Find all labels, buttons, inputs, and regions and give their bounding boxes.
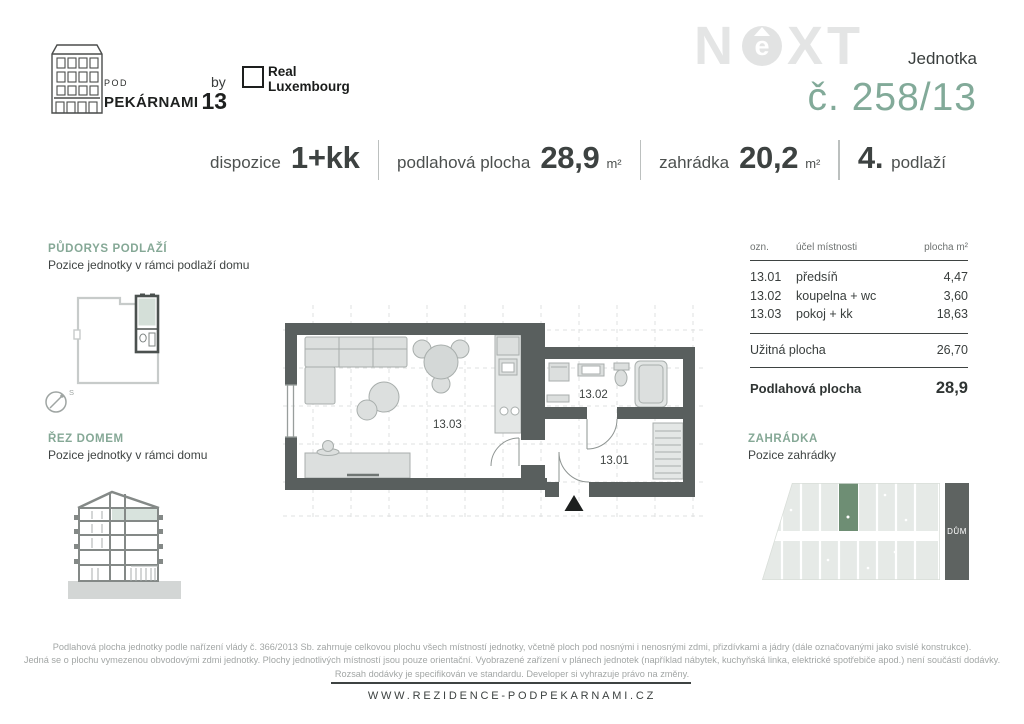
spec-label: podlahová plocha	[397, 153, 531, 172]
garden-diagram	[758, 470, 973, 585]
spec-dispozice	[210, 140, 360, 176]
disclaimer-line: Jedná se o plochu vymezenou obvodovými zdmi jednotky. Plochy jednotlivých místností jsou pouze orientační. Vyobrazené zařízení v plánech jednotek (například nábytek, kuchyňská linka, elektrické spotřebiče apod.) není součástí dodávky.	[23, 655, 1001, 666]
burner	[500, 407, 508, 415]
garden-title: ZAHRÁDKA	[748, 433, 818, 445]
disclaimer-line: Rozsah dodávky je specifikován ve standardu. Developer si vyhrazuje právo na změny.	[334, 668, 690, 679]
spec-zahradka	[659, 140, 820, 176]
spec-podlahova-plocha	[397, 140, 622, 176]
building-section-header	[48, 433, 207, 462]
highlighted-garden-plot	[839, 483, 858, 531]
spec-label: dispozice	[210, 153, 281, 172]
floor-area-label: Podlahová plocha	[750, 380, 862, 396]
room-name: pokoj + kk	[796, 307, 853, 321]
brand-wordmark	[104, 78, 227, 115]
building-logo-icon	[46, 40, 108, 122]
col-ozn: ozn.	[750, 242, 769, 253]
entrance-arrow-icon	[565, 495, 584, 511]
real-luxembourg-square-icon	[242, 66, 264, 88]
spec-unit: m²	[606, 156, 622, 171]
usable-area-row	[750, 334, 968, 368]
unit-label: Jednotka	[908, 49, 977, 68]
col-plocha: plocha m²	[924, 242, 968, 253]
spec-bar	[0, 140, 1024, 180]
footer-divider	[331, 682, 691, 684]
spec-unit: m²	[805, 156, 821, 171]
floorplan-overview-header	[48, 243, 249, 272]
disclaimer	[0, 641, 1024, 681]
room-id: 13.02	[750, 288, 782, 303]
room-table	[750, 242, 968, 398]
room-area: 4,47	[943, 270, 968, 284]
compass-icon	[46, 392, 66, 412]
compass-label: S	[69, 388, 75, 397]
section-structure	[78, 492, 159, 582]
floor-position-diagram	[40, 288, 180, 420]
floor-area-row	[750, 368, 968, 398]
unit-floorplan	[283, 305, 703, 520]
unit-number: č. 258/13	[807, 76, 977, 119]
partner-line1: Real	[268, 64, 297, 79]
room-label-hall: 13.01	[600, 455, 629, 467]
spec-value: 1+kk	[290, 140, 360, 175]
burner	[511, 407, 519, 415]
room-name: koupelna + wc	[796, 288, 877, 303]
col-ucel: účel místnosti	[796, 242, 858, 253]
table-row	[750, 305, 968, 324]
toilet-tank	[614, 363, 629, 370]
room-label-living: 13.03	[433, 419, 462, 431]
brand-pod: POD	[104, 78, 129, 88]
room-id: 13.01	[750, 270, 782, 284]
room-name: předsíň	[796, 270, 838, 284]
highlighted-floor	[112, 509, 157, 520]
table-rows	[750, 261, 968, 334]
usable-value: 26,70	[936, 342, 968, 357]
balcony-tabs	[74, 515, 163, 564]
table-row	[750, 268, 968, 287]
room-label-bath: 13.02	[579, 389, 608, 401]
partner-line2: Luxembourg	[268, 79, 350, 94]
building-section-subtitle: Pozice jednotky v rámci domu	[48, 448, 208, 462]
table-row	[750, 287, 968, 306]
watermark-e: e	[754, 31, 770, 61]
spec-label: zahrádka	[659, 153, 730, 172]
room-id: 13.03	[750, 307, 782, 321]
spec-unit: podlaží	[891, 153, 946, 172]
floorplan-overview-title: PŮDORYS PODLAŽÍ	[48, 243, 168, 255]
pouf	[357, 400, 377, 420]
spec-podlazi	[858, 140, 946, 176]
disclaimer-line: Podlahová plocha jednotky podle nařízení vlády č. 366/2013 Sb. zahrnuje celkovou plochu všech místností jednotky, včetně ploch pod nosnými i nenosnými zdmi, přizdívkami a jádry (dále označovanými jako svislé konstrukce).	[52, 642, 972, 652]
watermark-xt: XT	[787, 16, 865, 76]
floor-area-value: 28,9	[935, 378, 968, 397]
house-label: DŮM	[947, 527, 967, 536]
watermark-hat-icon	[754, 27, 770, 36]
real-luxembourg-logo	[268, 64, 350, 94]
brand-number: 13	[201, 88, 228, 114]
sofa-chaise	[305, 367, 335, 404]
building-section-diagram	[55, 478, 190, 608]
window	[285, 385, 297, 437]
toilet	[615, 370, 627, 386]
spec-value: 20,2	[739, 140, 799, 175]
divider	[838, 140, 840, 180]
watermark-n: N	[694, 16, 737, 76]
table-header	[750, 242, 968, 261]
garden-header	[748, 433, 836, 462]
floorplan-overview-subtitle: Pozice jednotky v rámci podlaží domu	[48, 258, 250, 272]
washing-machine	[549, 363, 569, 381]
spec-value: 4.	[857, 140, 884, 175]
highlighted-unit	[136, 294, 158, 353]
sofa	[305, 337, 407, 367]
dining-table	[424, 345, 458, 379]
website-link[interactable]: WWW.REZIDENCE-PODPEKARNAMI.CZ	[367, 690, 657, 702]
room-area: 3,60	[943, 288, 968, 303]
garden-plots	[758, 483, 940, 580]
brand-name: PEKÁRNAMI	[104, 94, 199, 111]
building-section-title: ŘEZ DOMEM	[48, 433, 124, 445]
usable-label: Užitná plocha	[750, 342, 826, 357]
ground-slab	[68, 581, 181, 599]
by-label: by	[211, 74, 226, 90]
divider	[378, 140, 380, 180]
spec-value: 28,9	[540, 140, 600, 175]
divider	[640, 140, 642, 180]
garden-subtitle: Pozice zahrádky	[748, 448, 837, 462]
room-area: 18,63	[936, 307, 968, 321]
shelf	[547, 395, 569, 402]
